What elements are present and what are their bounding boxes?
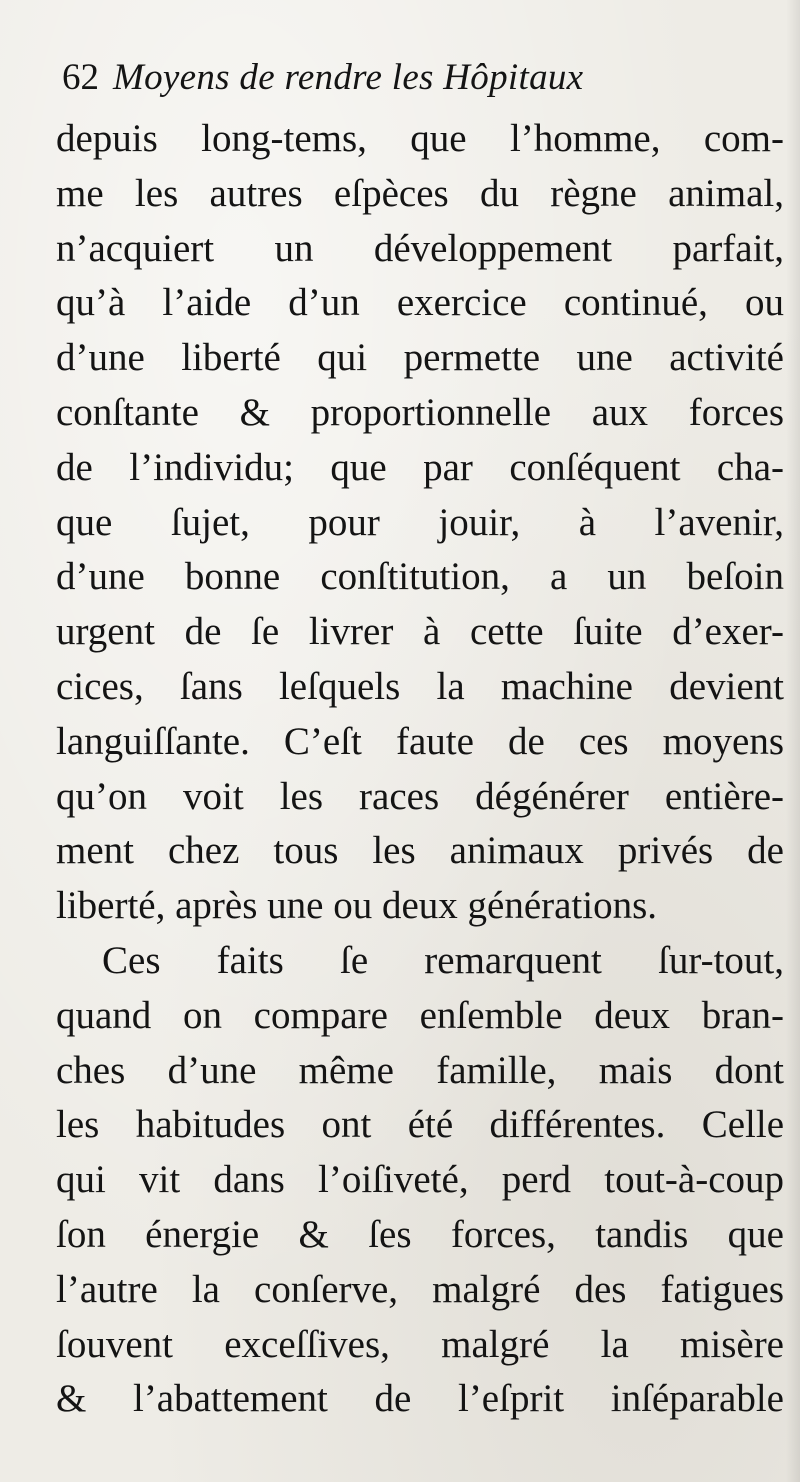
text-line: quand on compare enſemble deux bran-	[56, 993, 784, 1037]
page-number: 62	[62, 57, 99, 98]
text-line: & l’abattement de l’eſprit inſéparable	[56, 1377, 784, 1421]
text-line: l’autre la conſerve, malgré des fatigues	[56, 1267, 784, 1311]
page-edge-shadow	[786, 0, 800, 1482]
text-line: de l’individu; que par conſéquent cha-	[56, 445, 784, 489]
text-line: qu’à l’aide d’un exercice continué, ou	[56, 281, 784, 325]
text-line: liberté, après une ou deux générations.	[56, 884, 658, 928]
page-header	[62, 48, 772, 108]
text-line: Ces faits ſe remarquent ſur-tout,	[102, 938, 784, 982]
text-line: cices, ſans leſquels la machine devient	[56, 664, 784, 708]
text-line: languiſſante. C’eſt faute de ces moyens	[56, 719, 784, 763]
text-line: d’une liberté qui permette une activité	[56, 336, 784, 380]
running-title: Moyens de rendre les Hôpitaux	[113, 57, 584, 98]
text-line: ſon énergie & ſes forces, tandis que	[56, 1212, 784, 1256]
text-line: urgent de ſe livrer à cette ſuite d’exer-	[56, 610, 784, 654]
text-line: me les autres eſpèces du règne animal,	[56, 171, 784, 215]
text-line: n’acquiert un développement parfait,	[56, 226, 784, 270]
body-text	[56, 112, 784, 1427]
text-line: qui vit dans l’oiſiveté, perd tout-à-coup	[56, 1158, 784, 1202]
text-line: ment chez tous les animaux privés de	[56, 829, 784, 873]
text-line: ſouvent exceſſives, malgré la misère	[56, 1322, 784, 1366]
text-line: ches d’une même famille, mais dont	[56, 1048, 784, 1092]
text-line: conſtante & proportionnelle aux forces	[56, 390, 784, 434]
text-line: les habitudes ont été différentes. Celle	[56, 1103, 784, 1147]
text-line: qu’on voit les races dégénérer entière-	[56, 774, 784, 818]
text-line: depuis long-tems, que l’homme, com-	[56, 117, 784, 160]
text-line: que ſujet, pour jouir, à l’avenir,	[56, 500, 784, 544]
text-line: d’une bonne conſtitution, a un beſoin	[56, 555, 784, 599]
